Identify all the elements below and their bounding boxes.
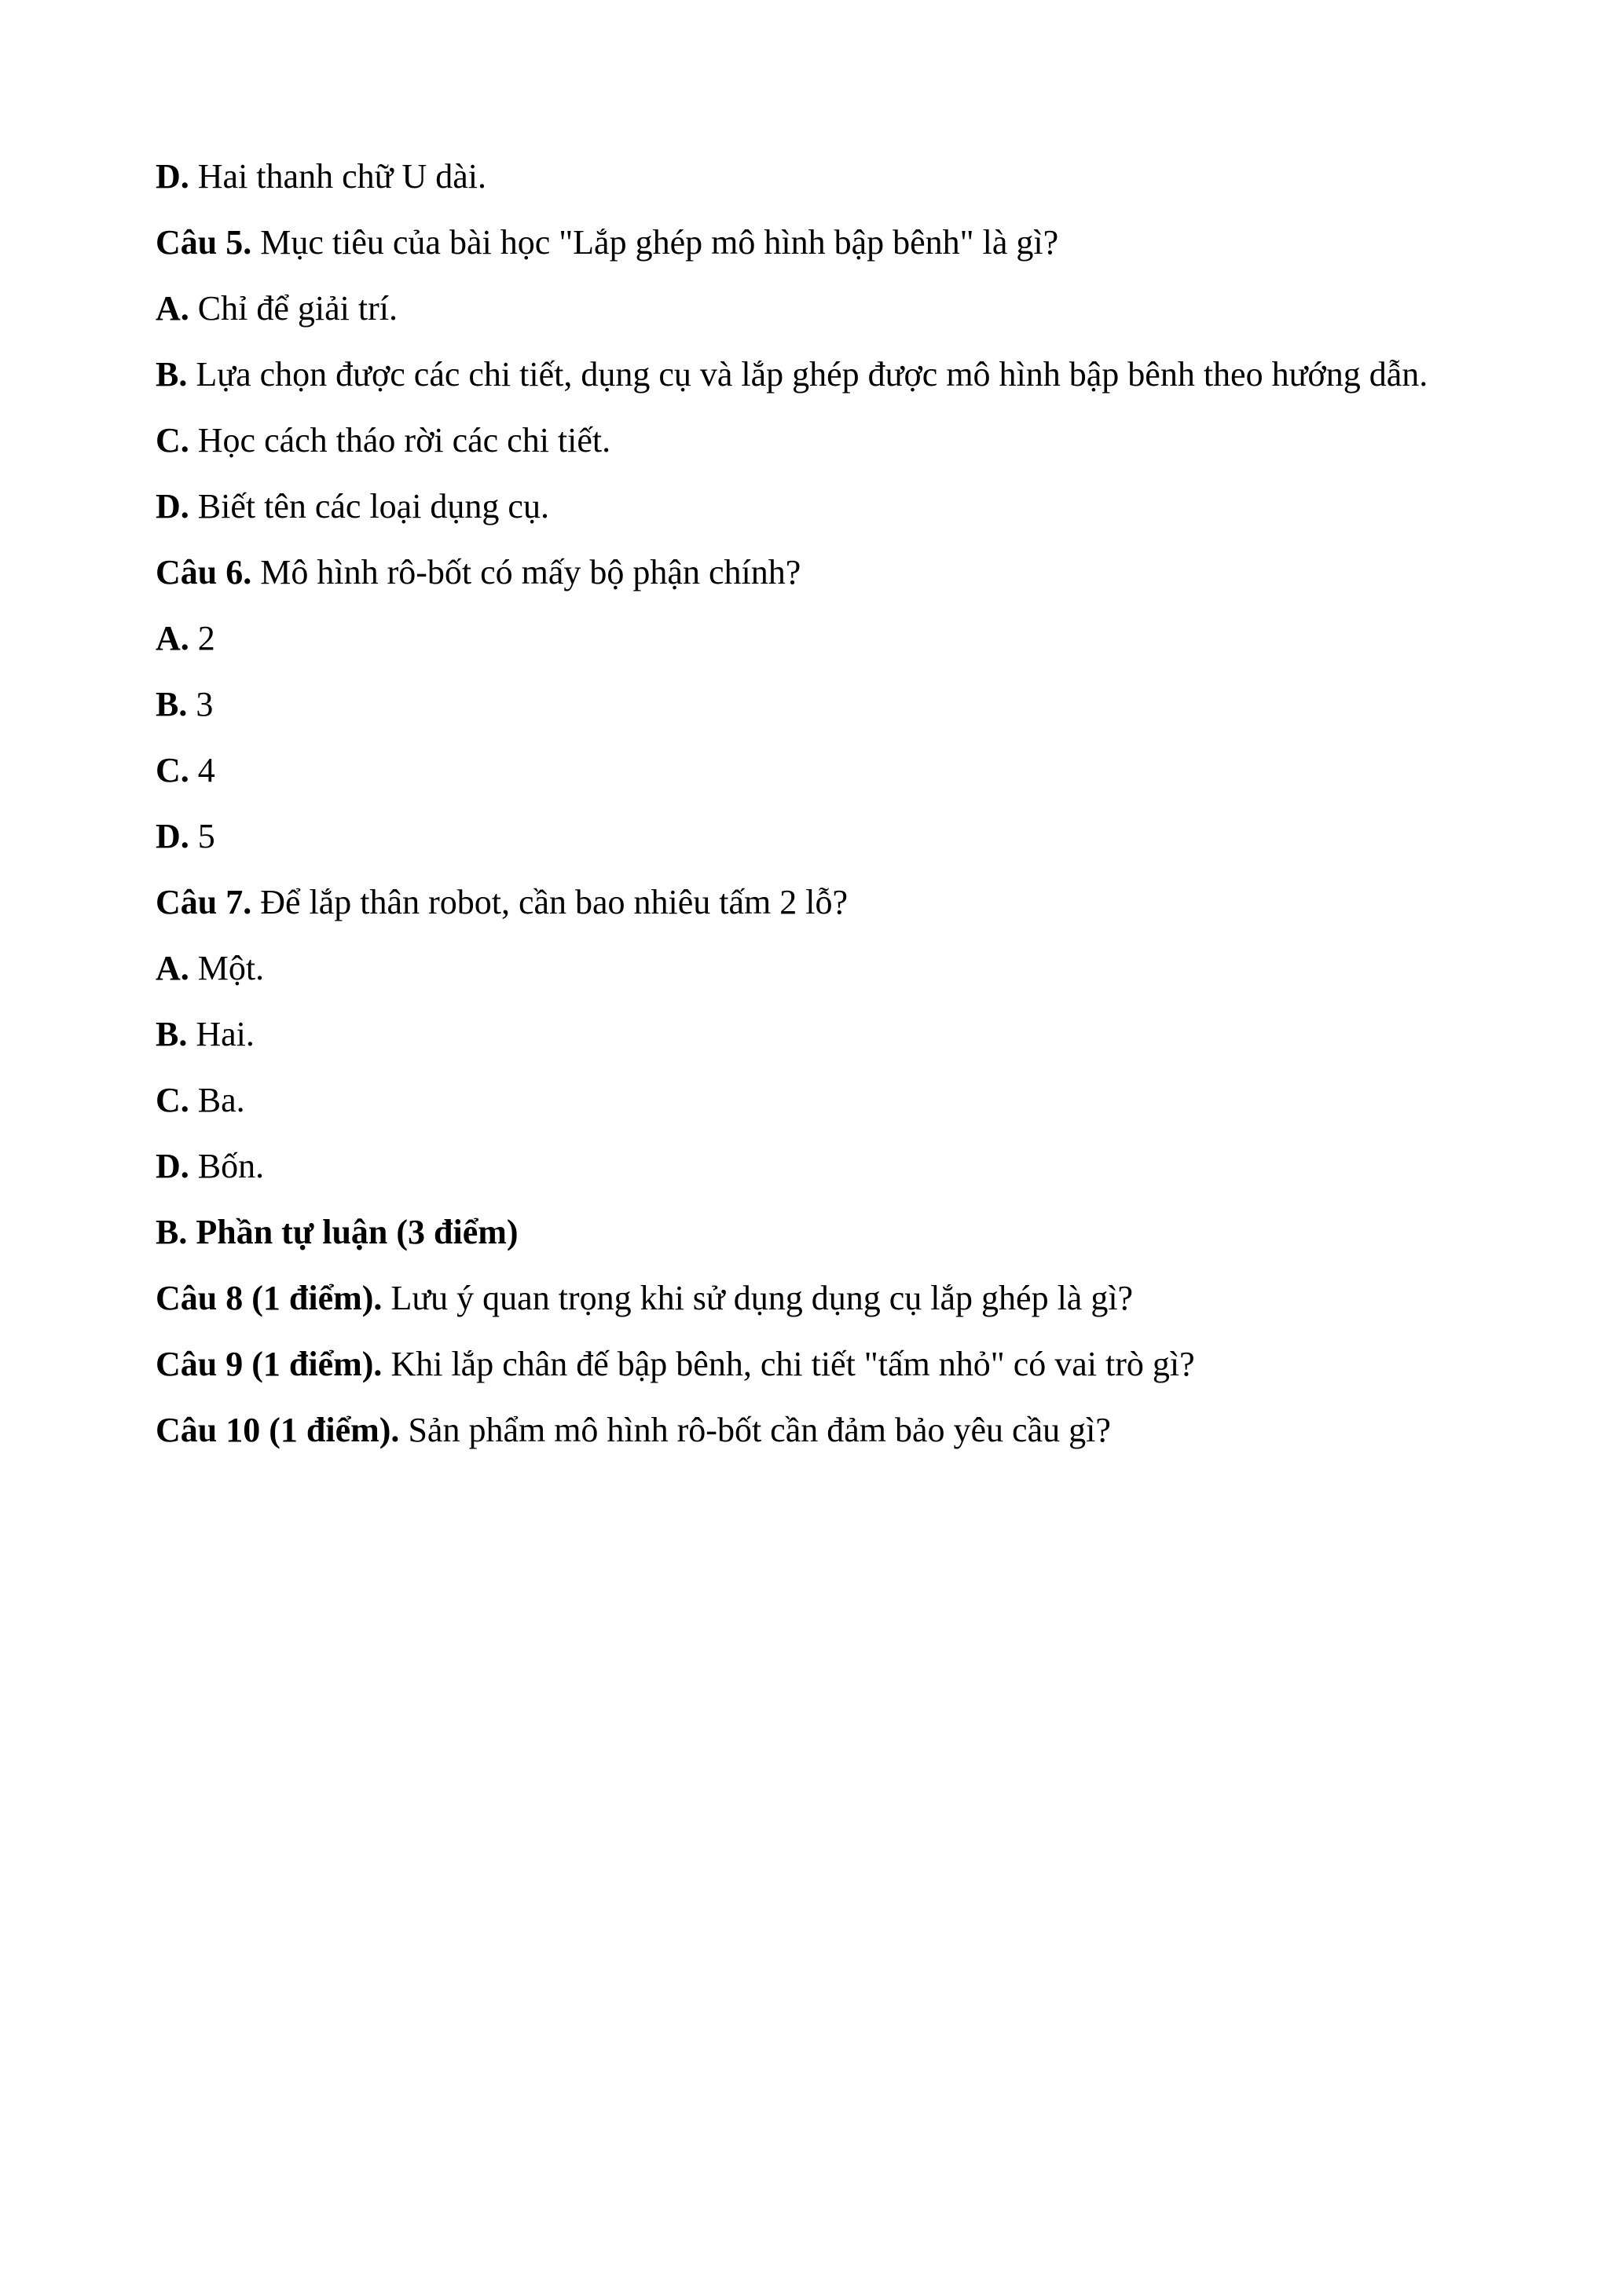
answer-option xyxy=(156,474,1469,540)
option-label: B. xyxy=(156,1015,188,1053)
option-text: Bốn. xyxy=(189,1147,265,1185)
option-text: 5 xyxy=(189,817,215,855)
answer-option xyxy=(156,804,1469,870)
document-page xyxy=(156,144,1469,1463)
question-label: Câu 8 (1 điểm). xyxy=(156,1279,383,1317)
question-text: Khi lắp chân đế bập bênh, chi tiết "tấm nhỏ" có vai trò gì? xyxy=(382,1345,1195,1383)
option-label: D. xyxy=(156,1147,189,1185)
option-label: D. xyxy=(156,487,189,525)
question-text: Để lắp thân robot, cần bao nhiêu tấm 2 lỗ? xyxy=(251,883,849,921)
answer-option xyxy=(156,1067,1469,1133)
option-text: Biết tên các loại dụng cụ. xyxy=(189,487,549,525)
option-label: B. xyxy=(156,355,188,394)
option-label: C. xyxy=(156,1081,189,1119)
question-text: Sản phẩm mô hình rô-bốt cần đảm bảo yêu cầu gì? xyxy=(399,1411,1111,1449)
answer-option xyxy=(156,738,1469,804)
option-text: 4 xyxy=(189,751,215,789)
option-text: Lựa chọn được các chi tiết, dụng cụ và lắp ghép được mô hình bập bênh theo hướng dẫn. xyxy=(187,355,1428,394)
option-label: A. xyxy=(156,949,189,987)
option-text: Hai. xyxy=(187,1015,255,1053)
question-block xyxy=(156,210,1469,540)
option-label: A. xyxy=(156,619,189,657)
question-stem xyxy=(156,540,1469,606)
option-text: Một. xyxy=(189,949,265,987)
question-stem xyxy=(156,210,1469,276)
option-text: 2 xyxy=(189,619,215,657)
option-text: Ba. xyxy=(189,1081,245,1119)
question-label: Câu 10 (1 điểm). xyxy=(156,1411,400,1449)
section-heading: B. Phần tự luận (3 điểm) xyxy=(156,1213,519,1251)
question-label: Câu 9 (1 điểm). xyxy=(156,1345,383,1383)
question-label: Câu 5. xyxy=(156,223,252,262)
option-text: Chỉ để giải trí. xyxy=(189,289,398,328)
option-text: Hai thanh chữ U dài. xyxy=(189,157,486,196)
question-text: Mô hình rô-bốt có mấy bộ phận chính? xyxy=(251,553,801,591)
answer-option xyxy=(156,1002,1469,1067)
option-label: B. xyxy=(156,685,188,723)
question-text: Lưu ý quan trọng khi sử dụng dụng cụ lắp ghép là gì? xyxy=(382,1279,1134,1317)
answer-option xyxy=(156,606,1469,672)
answer-option xyxy=(156,144,1469,210)
answer-option xyxy=(156,672,1469,738)
question-stem xyxy=(156,870,1469,936)
question-label: Câu 7. xyxy=(156,883,252,921)
answer-option xyxy=(156,276,1469,342)
option-label: A. xyxy=(156,289,189,328)
option-text: Học cách tháo rời các chi tiết. xyxy=(189,421,611,460)
essay-section xyxy=(156,1199,1469,1463)
question-text: Mục tiêu của bài học "Lắp ghép mô hình bập bênh" là gì? xyxy=(251,223,1059,262)
answer-option xyxy=(156,1133,1469,1199)
option-label: C. xyxy=(156,421,189,460)
option-label: D. xyxy=(156,157,189,196)
option-label: C. xyxy=(156,751,189,789)
answer-option xyxy=(156,936,1469,1002)
option-text: 3 xyxy=(187,685,214,723)
essay-question xyxy=(156,1331,1469,1397)
question-block xyxy=(156,870,1469,1199)
answer-option xyxy=(156,342,1469,408)
essay-question xyxy=(156,1397,1469,1463)
answer-option xyxy=(156,408,1469,474)
essay-question xyxy=(156,1265,1469,1331)
question-label: Câu 6. xyxy=(156,553,252,591)
question-block xyxy=(156,540,1469,870)
option-label: D. xyxy=(156,817,189,855)
